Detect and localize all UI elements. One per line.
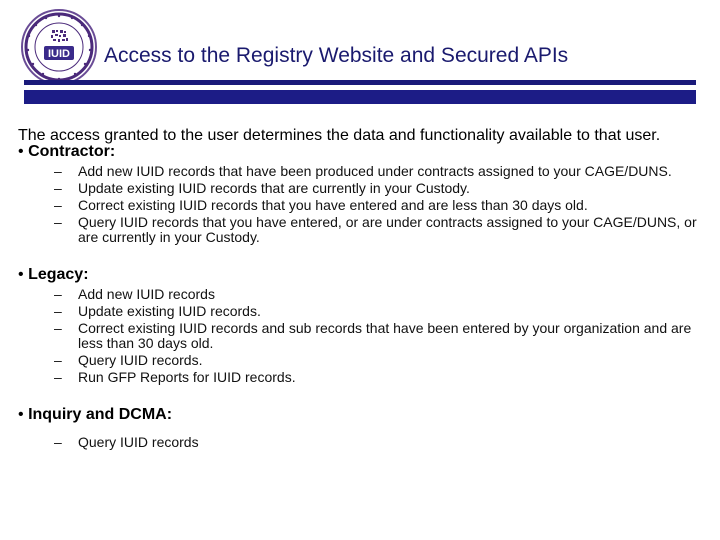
- section-legacy: [18, 267, 708, 385]
- section-heading: Legacy:: [28, 266, 89, 283]
- dash: –: [54, 214, 62, 230]
- dash: –: [54, 320, 62, 336]
- list-item: – Correct existing IUID records that you have entered and are less than 30 days old.: [54, 197, 588, 213]
- list-item: – Add new IUID records: [54, 286, 215, 302]
- section-heading: Inquiry and DCMA:: [28, 406, 173, 423]
- page-title: Access to the Registry Website and Secured APIs: [104, 44, 569, 67]
- section-heading: Contractor:: [28, 143, 116, 160]
- bullet: •: [18, 266, 24, 283]
- bullet: •: [18, 143, 24, 160]
- logo-center-text: IUID: [48, 48, 70, 60]
- section-contractor: [18, 144, 708, 245]
- header-rule-thin: [24, 80, 696, 85]
- dash: –: [54, 303, 62, 319]
- list-item: – Update existing IUID records.: [54, 303, 261, 319]
- dash: –: [54, 352, 62, 368]
- list-item: – Update existing IUID records that are currently in your Custody.: [54, 180, 470, 196]
- list-item: – Add new IUID records that have been produced under contracts assigned to your CAGE/DUNS.: [54, 163, 672, 179]
- list-item: – Query IUID records that you have entered, or are under contracts assigned to your CAGE/DUNS, or are currently in your Custody.: [54, 214, 697, 245]
- intro-text: The access granted to the user determines the data and functionality available to that user.: [18, 127, 661, 144]
- dash: –: [54, 197, 62, 213]
- dash: –: [54, 369, 62, 385]
- list-item: – Correct existing IUID records and sub records that have been entered by your organization and are less than 30 days old.: [54, 320, 692, 351]
- slide-body: [18, 128, 708, 450]
- dash: –: [54, 163, 62, 179]
- dash: –: [54, 180, 62, 196]
- list-item: – Query IUID records: [54, 434, 199, 450]
- list-item: – Run GFP Reports for IUID records.: [54, 369, 296, 385]
- dash: –: [54, 434, 62, 450]
- bullet: •: [18, 406, 24, 423]
- dash: –: [54, 286, 62, 302]
- header-rule-thick: [24, 90, 696, 104]
- list-item: – Query IUID records.: [54, 352, 203, 368]
- section-inquiry-dcma: [18, 407, 708, 450]
- iuid-seal-icon: [20, 8, 98, 86]
